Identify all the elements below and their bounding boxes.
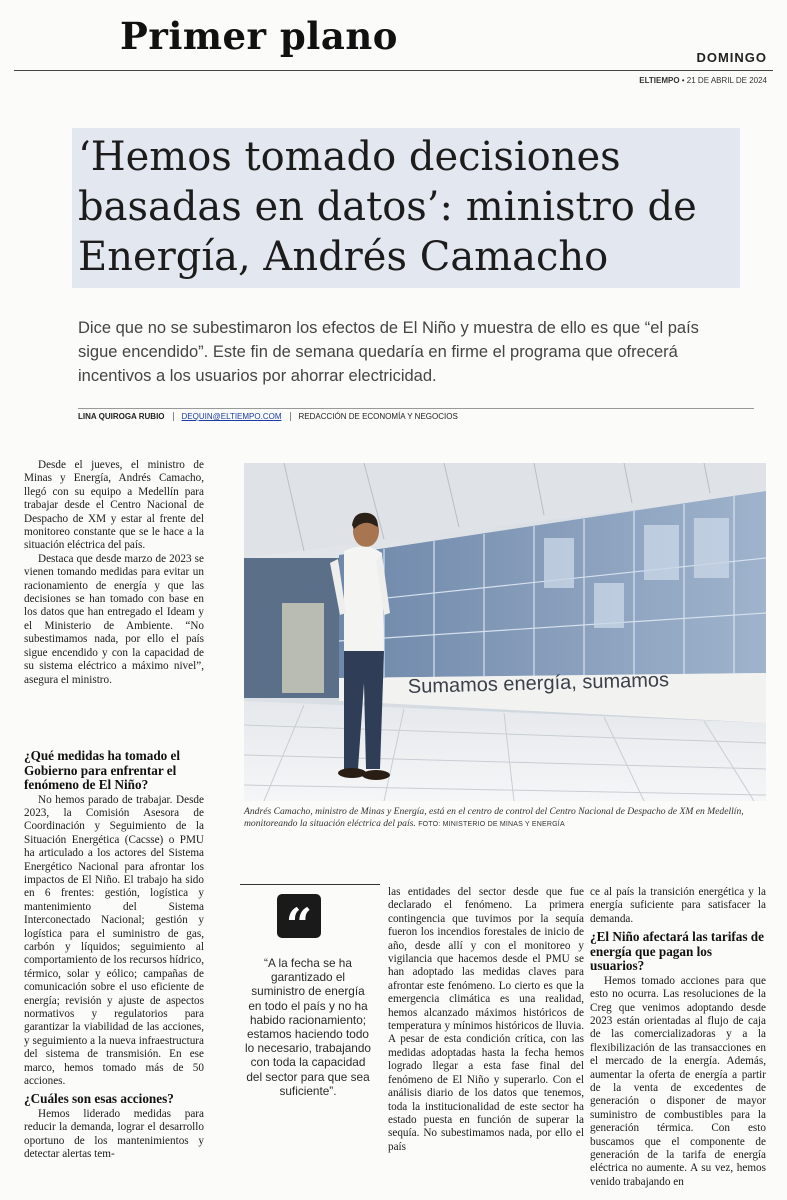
author-name: LINA QUIROGA RUBIO [78,412,165,421]
deck: Dice que no se subestimaron los efectos de El Niño y muestra de ello es que “el país sigue encendido”. Este fin de semana quedaría en firme el programa que ofrecerá incentivos a los usuarios por ahorrar electricidad. [78,319,699,385]
body-column-4 [590,886,766,1189]
masthead-rule [14,70,773,71]
photo-credit: FOTO: MINISTERIO DE MINAS Y ENERGÍA [418,821,565,828]
byline-rule [78,408,754,409]
question-heading: ¿Qué medidas ha tomado el Gobierno para enfrentar el fenómeno de El Niño? [24,748,181,792]
caption-text: Andrés Camacho, ministro de Minas y Energía, está en el centro de control del Centro Nacional de Despacho de XM en Medellín, monitoreando la situación eléctrica del país. [244,806,744,829]
question-heading: ¿Cuáles son esas acciones? [24,1091,174,1107]
answer-paragraph: Hemos tomado acciones para que esto no ocurra. Las resoluciones de la Creg que venimos adoptando desde 2023 están orientadas al flujo de caja de las comercializadoras y a la flexibilización de las transacciones en el mercado de la energía. Además, aumentar la oferta de energía a partir de la venta de excedentes de generación o disponer de mayor suministro de combustibles para la generación térmica. Con esto buscamos que el componente de generación de la tarifa de energía eléctrica no aumente. A su vez, hemos venido trabajando en [590,974,766,1188]
question-heading: ¿El Niño afectará las tarifas de energía que pagan los usuarios? [590,929,764,974]
paper-name: ELTIEMPO [639,76,680,85]
quote-mark-icon: “ [277,894,321,938]
answer-paragraph: Hemos liderado medidas para reducir la demanda, lograr el desarrollo oportuno de los mantenimientos y detectar alertas tem- [24,1107,204,1161]
pullquote: “A la fecha se ha garantizado el suministro de energía en todo el país y no ha habido racionamiento; estamos haciendo todo lo necesario, trabajando con toda la capacidad del sector para que sea suficiente”. [245,956,371,1098]
desk-name: REDACCIÓN DE ECONOMÍA Y NEGOCIOS [298,412,458,421]
paragraph: Destaca que desde marzo de 2023 se vienen tomando medidas para evitar un racionamiento de energía y que las decisiones se han tomado con base en los datos que han entregado el Ideam y el Ministerio de Ambiente. “No subestimamos nada, por ello el país sigue encendido y con la capacidad de su sistema eléctrico a máximo nivel”, asegura el ministro. [24,552,204,686]
paragraph: las entidades del sector desde que fue declarado el fenómeno. La primera contingencia que tuvimos por la sequía fueron los incendios forestales de inicio de año, desde allí y con el monitoreo y vigilancia que hacemos desde el PMU se han adoptado las medidas claves para afrontar este fenómeno. Lo cierto es que la emergencia climática es una realidad, hemos alcanzado máximos históricos de temperatura y mínimos históricos de lluvia. A pesar de esta condición crítica, con las medidas adoptadas hasta la fecha hemos logrado llegar a esta fase final del fenómeno de El Niño y superarlo. Con el análisis diario de los datos que tenemos, toda la institucionalidad de este sector ha estado puesta en función de superar la sequía. No subestimamos nada, por ello el país [388,886,584,1153]
paragraph: Desde el jueves, el ministro de Minas y Energía, Andrés Camacho, llegó con su equipo a Medellín para trabajar desde el Centro Nacional de Despacho de XM y estar al frente del monitoreo constante que se le hace a la situación eléctrica del país. [24,459,204,552]
author-email-link[interactable]: DEQUIN@ELTIEMPO.COM [173,412,291,421]
issue-day: DOMINGO [696,50,767,65]
control-room-photo [244,463,766,801]
answer-paragraph: No hemos parado de trabajar. Desde 2023, la Comisión Asesora de Coordinación y Seguimiento de la Situación Energética (Cacsse) o PMU ha articulado a los actores del Sistema Energético Nacional para afrontar los impactos de El Niño. El trabajo ha sido en 6 frentes: gestión, logística y mantenimiento del Sistema Interconectado Nacional; gestión y logística para el suministro de gas, carbón y líquidos; seguimiento al comportamiento de los recursos hídrico, térmico, solar y eólico; campañas de comunicación sobre el uso eficiente de energía; revisión y ajuste de aspectos normativos y regulatorios para garantizar la viabilidad de las acciones, y seguimiento a la nueva infraestructura del sistema de transmisión. En ese marco, hemos tomado más de 50 acciones. [24,793,204,1088]
dateline [639,76,767,85]
byline [78,412,458,421]
headline: ‘Hemos tomado decisiones basadas en datos’: ministro de Energía, Andrés Camacho [78,134,697,280]
issue-date: • 21 DE ABRIL DE 2024 [681,76,767,85]
body-column-1-continued [24,745,204,1162]
section-title: Primer plano [120,14,398,58]
paragraph: ce al país la transición energética y la energía suficiente para satisfacer la demanda. [590,886,766,925]
pullquote-rule [240,884,380,885]
body-column-1 [24,459,204,687]
body-column-3 [388,886,584,1154]
photo-caption [244,806,768,831]
sign-text: Sumamos energía, sumamos [407,669,670,698]
article-photo [244,463,766,801]
